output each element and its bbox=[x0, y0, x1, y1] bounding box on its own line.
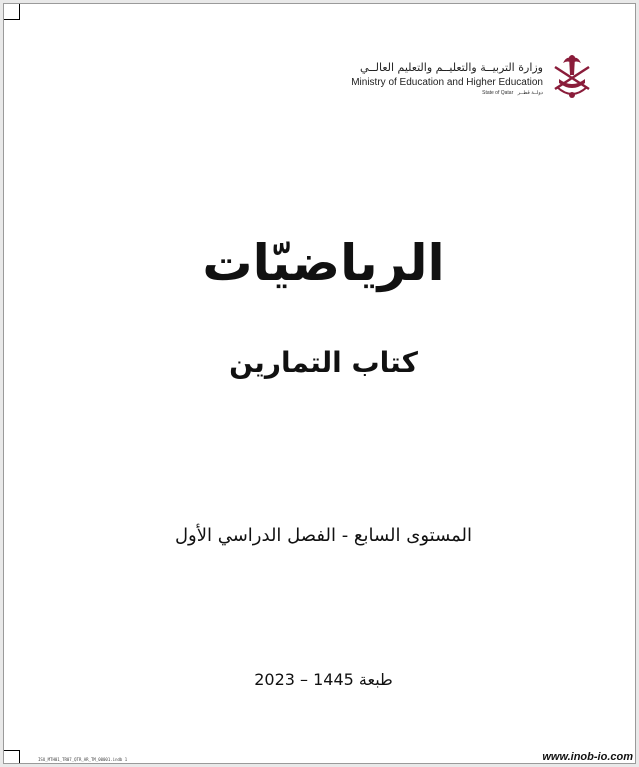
ministry-logo bbox=[335, 49, 595, 109]
ministry-name-arabic: وزارة التربيــة والتعليــم والتعليم العالــي bbox=[360, 61, 543, 74]
grade-level: المستوى السابع - الفصل الدراسي الأول bbox=[174, 525, 473, 546]
document-page bbox=[3, 3, 636, 764]
book-title: الرياضيّات bbox=[202, 234, 445, 292]
state-line bbox=[479, 90, 543, 96]
site-watermark: www.inob-io.com bbox=[542, 751, 633, 763]
state-name-arabic: دولــة قطــر bbox=[517, 90, 543, 96]
ministry-name-english: Ministry of Education and Higher Education bbox=[351, 77, 543, 88]
print-file-code: ISU_MTH01_TR07_QTR_AR_TM_00001.indb 1 bbox=[38, 757, 128, 762]
state-name-english: State of Qatar bbox=[482, 90, 514, 96]
crop-mark bbox=[4, 19, 20, 20]
book-subtitle: كتاب التمارين bbox=[229, 346, 418, 379]
crop-mark bbox=[19, 750, 20, 763]
qatar-emblem-icon bbox=[549, 49, 595, 105]
crop-mark bbox=[19, 4, 20, 20]
edition-year: طبعة 1445 – 2023 bbox=[254, 670, 393, 689]
crop-mark bbox=[4, 750, 20, 751]
